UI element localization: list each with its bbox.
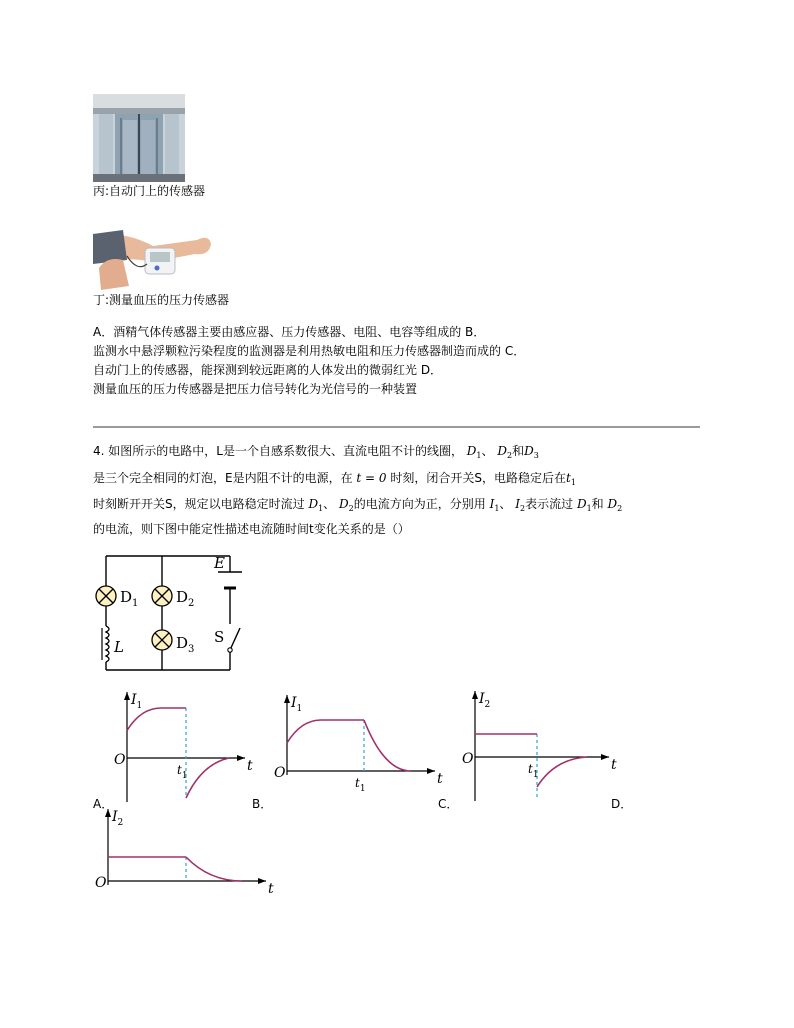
graph-a-y-arrow xyxy=(124,692,130,700)
q4-stem-part: 的电流方向为正，分别用 xyxy=(353,497,486,511)
symbol-d1: $D_1$ xyxy=(308,497,324,513)
graph-c-t1-label: $t_1$ xyxy=(528,762,539,780)
q4-and: 和 xyxy=(512,444,525,458)
symbol-d1: $D_1$ xyxy=(576,497,592,513)
q4-stem-part: 是三个完全相同的灯泡，E是内阻不计的电源，在 xyxy=(93,471,353,485)
graph-a-curve-charging xyxy=(127,708,186,731)
bp-caption: 丁:测量血压的压力传感器 xyxy=(93,293,230,307)
graph-b-t1-label: $t_1$ xyxy=(355,776,366,794)
symbol-d2: $D_2$ xyxy=(497,444,513,460)
graph-a-curve-decay xyxy=(186,758,229,798)
graph-a-origin-label: O xyxy=(114,752,126,768)
graph-b-t-label: t xyxy=(437,771,443,787)
symbol-d2: $D_2$ xyxy=(339,497,354,513)
q4-sep: 、 xyxy=(499,497,512,511)
graph-d-curve-decay xyxy=(186,857,242,881)
graph-a-i-label: $I_1$ xyxy=(131,692,143,711)
label-s: S xyxy=(214,628,225,646)
option-line-4: 测量血压的压力传感器是把压力信号转化为光信号的一种装置 xyxy=(93,382,418,396)
graph-a-x-arrow xyxy=(237,755,245,761)
label-e: E xyxy=(214,554,225,572)
symbol-d1: $D_1$ xyxy=(466,444,482,460)
graph-c-curve-decay xyxy=(537,757,587,787)
graph-b-x-arrow xyxy=(427,768,435,774)
q4-stem-part: 4. 如图所示的电路中，L是一个自感系数很大、直流电阻不计的线圈， xyxy=(93,444,463,458)
q4-stem-part: 时刻断开开关S，规定以电路稳定时流过 xyxy=(93,497,305,511)
symbol-i2: $I_2$ xyxy=(515,497,526,513)
graph-b-curve-charging xyxy=(287,720,364,743)
q4-and: 和 xyxy=(591,497,604,511)
graph-b-curve-decay xyxy=(364,720,411,771)
graph-c-origin-label: O xyxy=(462,751,474,767)
q4-line-4: 的电流，则下图中能定性描述电流随时间t变化关系的是（） xyxy=(93,522,410,536)
option-line-3: 自动门上的传感器，能探测到较远距离的人体发出的微弱红光 D． xyxy=(93,363,443,377)
graph-a-t-label: t xyxy=(247,758,253,774)
label-l: L xyxy=(114,638,124,656)
door-caption: 丙:自动门上的传感器 xyxy=(93,184,206,198)
label-d1: $D_1$ xyxy=(120,588,139,609)
label-d3: $D_3$ xyxy=(176,634,195,655)
symbol-i1: $I_1$ xyxy=(489,497,500,513)
option-a-label[interactable]: A． xyxy=(93,797,114,811)
option-line-1: A．酒精气体传感器主要由感应器、压力传感器、电阻、电容等组成的 B． xyxy=(93,325,486,339)
graph-b-y-arrow xyxy=(284,695,290,703)
graph-a-t1-label: $t_1$ xyxy=(177,763,188,781)
option-b-label[interactable]: B． xyxy=(252,797,273,811)
option-d-label[interactable]: D． xyxy=(611,797,633,811)
graph-b-origin-label: O xyxy=(274,765,286,781)
symbol-d3: $D_3$ xyxy=(524,444,539,460)
graph-d-t-label: t xyxy=(268,881,274,897)
symbol-t1: $t_1$ xyxy=(566,471,576,487)
q4-sep: 、 xyxy=(481,444,494,458)
q4-stem-part: 表示流过 xyxy=(525,497,574,511)
q4-stem-part: 时刻，闭合开关S，电路稳定后在 xyxy=(390,471,567,485)
symbol-t-equals-0: t = 0 xyxy=(356,471,387,485)
graph-c-t-label: t xyxy=(611,757,617,773)
graph-d-origin-label: O xyxy=(95,875,107,891)
graph-d-x-arrow xyxy=(258,878,266,884)
label-d2: $D_2$ xyxy=(176,588,195,609)
graph-c-y-arrow xyxy=(472,691,478,699)
option-line-2: 监测水中悬浮颗粒污染程度的监测器是利用热敏电阻和压力传感器制造而成的 C． xyxy=(93,344,526,358)
graph-d-i-label: $I_2$ xyxy=(112,809,124,828)
graph-b-i-label: $I_1$ xyxy=(291,695,303,714)
option-c-label[interactable]: C． xyxy=(438,797,459,811)
q4-sep: 、 xyxy=(323,497,336,511)
graph-c-x-arrow xyxy=(601,754,609,760)
graph-c-i-label: $I_2$ xyxy=(479,691,491,710)
symbol-d2: $D_2$ xyxy=(607,497,623,513)
